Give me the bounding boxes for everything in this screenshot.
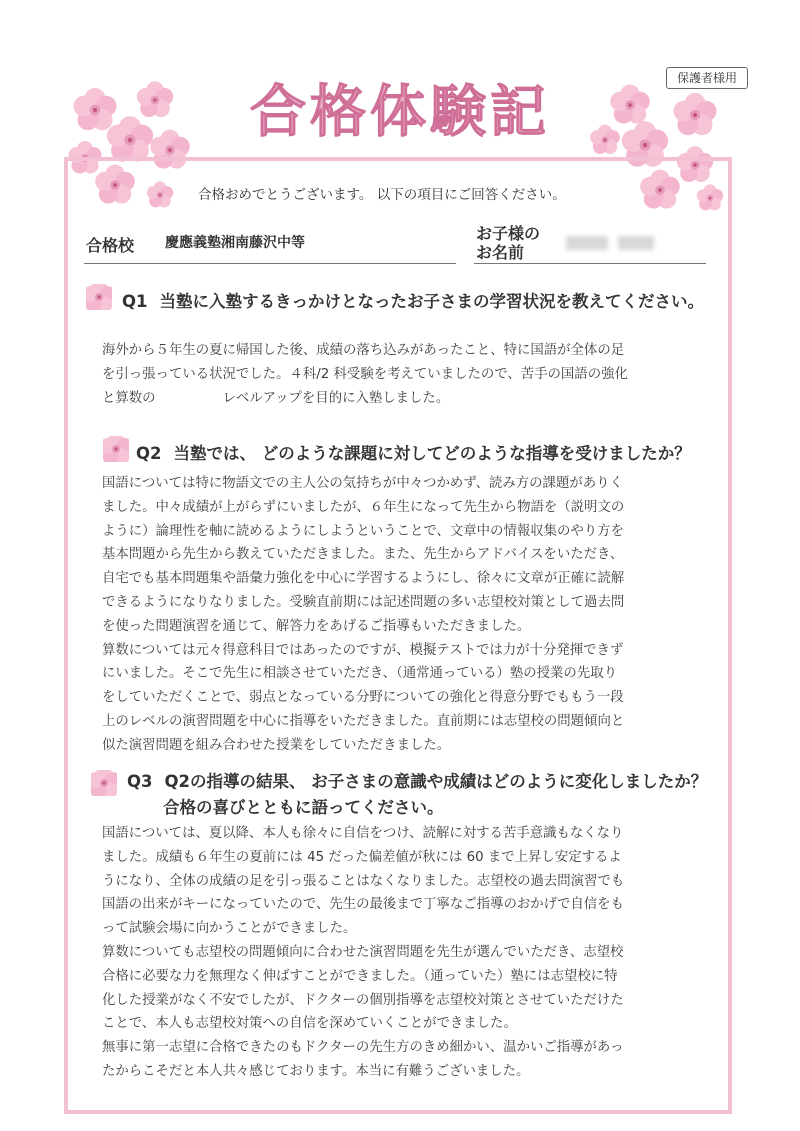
q2-answer-line: ました。中々成績が上がらずにいましたが、６年生になって先生から物語を（説明文の (102, 499, 625, 515)
q3-answer-line: ました。成績も６年生の夏前には 45 だった偏差値が秋には 60 まで上昇し安定するよ (102, 849, 622, 865)
child-name-label-line1: お子様の (476, 224, 541, 243)
q3-answer-line: 国語の出来がキーになっていたので、先生の最後まで丁寧なご指導のおかげで自信をも (102, 897, 624, 913)
blossom-bullet-icon (86, 284, 112, 310)
q3-answer (102, 822, 624, 1084)
q1-answer-line: を引っ張っている状況でした。４科/2 科受験を考えていましたので、苦手の国語の強化 (102, 366, 628, 382)
q3-answer-line: 化した授業がなく不安でしたが、ドクターの個別指導を志望校対策とさせていただけた (102, 992, 624, 1008)
q2-answer-line: 基本問題から先生から教えていただきました。また、先生からアドバイスをいただき、 (102, 547, 624, 563)
q3-answer-line: 国語については、夏以降、本人も徐々に自信をつけ、読解に対する苦手意識もなくなり (102, 826, 624, 841)
q2-answer-line: 自宅でも基本問題集や語彙力強化を中心に学習するようにし、徐々に文章が正確に読解 (102, 571, 625, 587)
q3-answer-line: って試験会場に向かうことができました。 (102, 921, 357, 937)
q2-answer-line: を使った問題演習を通じて、解答力をあげるご指導もいただきました。 (102, 618, 531, 634)
q3-answer-line: 合格に必要な力を無理なく伸ばすことができました。（通っていた）塾には志望校に特 (102, 968, 618, 984)
q2-answer-line: をしていただくことで、弱点となっている分野についての強化と得意分野でももう一段 (102, 690, 624, 706)
q2-answer-line: 似た演習問題を組み合わせた授業をしていただきました。 (102, 737, 451, 753)
q2-answer-line: 算数については元々得意科目ではあったのですが、模擬テストでは力が十分発揮できず (102, 642, 624, 658)
q3-number: Q3 (127, 772, 153, 791)
school-label: 合格校 (86, 236, 135, 255)
child-name-redacted-2 (618, 236, 654, 250)
child-name-redacted (566, 236, 608, 250)
audience-badge: 保護者様用 (666, 67, 748, 89)
q3-answer-line: ことで、本人も志望校対策への自信を深めていくことができました。 (102, 1016, 517, 1032)
child-name-underline (474, 263, 706, 264)
school-value: 慶應義塾湘南藤沢中等 (165, 235, 305, 251)
q1-number: Q1 (122, 292, 148, 311)
q1-answer-line: 海外から５年生の夏に帰国した後、成績の落ち込みがあったこと、特に国語が全体の足 (102, 343, 625, 358)
q3-answer-line: うになり、全体の成績の足を引っ張ることはなくなりました。志望校の過去問演習でも (102, 873, 625, 889)
blossom-bullet-icon (103, 436, 129, 462)
child-name-label (476, 224, 540, 262)
q2-answer-line: 国語については特に物語文での主人公の気持ちが中々つかめず、読み方の課題がありく (102, 476, 623, 491)
q3-answer-line: たからこそだと本人共々感じております。本当に有難うございました。 (102, 1063, 530, 1079)
q1-answer (102, 339, 628, 410)
child-name-label-line2: お名前 (476, 243, 525, 262)
q2-answer-line: 上のレベルの演習問題を中心に指導をいただきました。直前期には志望校の問題傾向と (102, 713, 625, 729)
q2-heading (136, 440, 691, 464)
q3-answer-line: 無事に第一志望に合格できたのもドクターの先生方のきめ細かい、温かいご指導があっ (102, 1040, 624, 1056)
school-underline (84, 263, 456, 264)
q2-answer-line: にいました。そこで先生に相談させていただき、（通常通っている）塾の授業の先取り (102, 666, 617, 682)
q3-heading-line2: 合格の喜びとともに語ってください。 (163, 798, 444, 817)
q2-answer (102, 472, 624, 758)
q2-answer-line: ように）論理性を軸に読めるようにしようということで、文章中の情報収集のやり方を (102, 523, 624, 539)
page-title: 合格体験記 (250, 80, 550, 145)
q2-answer-line: できるようになりなりました。受験直前期には記述問題の多い志望校対策として過去問 (102, 594, 625, 610)
q1-heading (122, 288, 704, 312)
intro-text: 合格おめでとうございます。 以下の項目にご回答ください。 (198, 187, 566, 203)
blossom-bullet-icon (91, 770, 117, 796)
q3-text: Q2の指導の結果、 お子さまの意識や成績はどのように変化しましたか？ (164, 772, 708, 791)
q1-text: 当塾に入塾するきっかけとなったお子さまの学習状況を教えてください。 (159, 292, 705, 311)
q2-number: Q2 (136, 444, 162, 463)
q3-heading (127, 768, 707, 792)
q3-answer-line: 算数についても志望校の問題傾向に合わせた演習問題を先生が選んでいただき、志望校 (102, 944, 624, 960)
q2-text: 当塾では、 どのような課題に対してどのような指導を受けましたか？ (173, 444, 691, 463)
q1-answer-line: と算数の レベルアップを目的に入塾しました。 (102, 390, 450, 406)
